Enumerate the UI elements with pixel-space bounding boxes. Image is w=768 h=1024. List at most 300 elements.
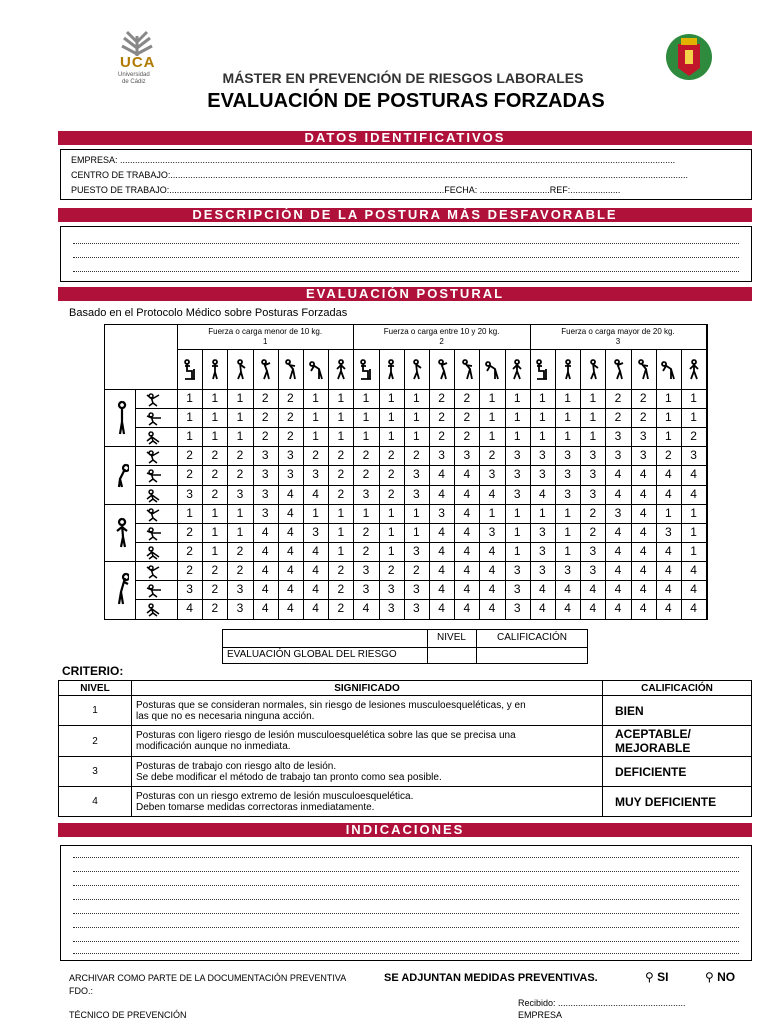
calificacion-header: CALIFICACIÓN [496,632,567,643]
matrix-cell: 1 [387,391,395,405]
matrix-cell: 1 [665,429,672,444]
matrix-cell: 4 [639,543,647,558]
fdo-label: FDO.: [69,986,93,996]
matrix-cell: 1 [337,429,345,444]
matrix-cell: 1 [564,524,571,539]
matrix-cell: 1 [211,391,219,405]
matrix-cell: 2 [287,391,294,405]
matrix-cell: 2 [261,391,269,405]
criterio-nivel: 1 [59,696,132,726]
arm-posture-icon [145,487,167,503]
si-label: SI [657,970,669,984]
criterio-significado [132,757,603,787]
page-title: EVALUACIÓN DE POSTURAS FORZADAS [207,90,605,112]
matrix-cell: 2 [690,429,697,444]
posture-figure-icon [687,357,701,381]
matrix-cell: 2 [438,391,445,405]
matrix-cell: 4 [261,543,269,558]
empresa-field[interactable]: EMPRESA: .............................................................................................................................................................................................................................. [71,155,676,165]
matrix-cell: 4 [690,467,697,482]
matrix-cell: 3 [438,448,445,463]
posture-figure-icon [233,357,247,381]
matrix-cell: 1 [312,505,319,520]
matrix-cell: 4 [261,601,269,616]
criterio-significado [132,726,603,757]
matrix-cell: 3 [287,467,294,482]
arm-posture-icon [145,525,167,541]
matrix-cell: 1 [186,410,193,425]
criterio-row [59,696,752,726]
puesto-field[interactable]: PUESTO DE TRABAJO:..............................................................................................................FECHA: ............................REF:.................... [71,185,621,195]
posture-figure-icon [258,357,272,381]
matrix-cell: 1 [564,429,571,444]
group-number: 2 [439,337,444,346]
matrix-cell: 3 [614,505,622,520]
matrix-cell: 2 [186,524,193,539]
master-subtitle: MÁSTER EN PREVENCIÓN DE RIESGOS LABORALES [222,70,584,86]
logo-sub-1: Universidad [118,72,150,78]
global-calificacion-input[interactable] [477,648,587,663]
matrix-cell: 3 [362,486,370,501]
criterio-row [59,787,752,817]
matrix-cell: 3 [589,448,597,463]
criterio-calificacion: DEFICIENTE [603,757,752,787]
nivel-header: NIVEL [437,632,466,643]
matrix-cell: 1 [539,391,546,405]
centro-label: CENTRO DE TRABAJO: [71,170,171,180]
matrix-cell: 3 [362,582,370,596]
posture-figure-icon [384,357,398,381]
matrix-cell: 4 [261,524,269,539]
significado-line: Posturas con un riesgo extremo de lesión musculoesquelética. [136,790,414,802]
matrix-cell: 4 [614,543,622,558]
matrix-cell: 2 [186,467,193,482]
matrix-cell: 2 [387,562,395,577]
matrix-cell: 4 [362,601,370,616]
posture-figure-icon [309,357,323,381]
matrix-cell: 4 [665,486,672,501]
matrix-cell: 3 [413,601,420,616]
matrix-cell: 2 [337,582,345,596]
matrix-cell: 1 [589,429,597,444]
section-datos: DATOS IDENTIFICATIVOS [58,131,752,145]
significado-line: Posturas con ligero riesgo de lesión musculoesquelética sobre las que se precisa una [136,730,516,741]
matrix-cell: 1 [387,543,395,558]
matrix-cell: 2 [589,524,597,539]
matrix-cell: 1 [362,410,370,425]
matrix-cell: 4 [690,582,697,596]
arm-posture-icon [145,391,167,407]
significado-line: Posturas de trabajo con riesgo alto de lesión. [136,760,337,772]
matrix-cell: 3 [513,601,521,616]
matrix-cell: 4 [614,467,622,482]
matrix-cell: 4 [287,524,294,539]
matrix-cell: 3 [312,467,319,482]
matrix-cell: 2 [639,391,647,405]
global-nivel-input[interactable] [428,648,476,663]
matrix-cell: 2 [387,448,395,463]
arm-posture-icon [145,467,167,483]
fecha-label: FECHA: [444,185,478,195]
matrix-cell: 2 [337,601,345,616]
back-posture-icon [115,398,129,438]
matrix-cell: 3 [488,524,496,539]
empresa-footer-label: EMPRESA [518,1010,563,1020]
matrix-cell: 4 [614,524,622,539]
matrix-cell: 4 [312,582,319,596]
matrix-cell: 4 [287,582,294,596]
matrix-cell: 2 [463,429,471,444]
posture-figure-icon [208,357,222,381]
matrix-cell: 1 [513,505,521,520]
posture-figure-icon [535,357,549,381]
matrix-cell: 4 [488,582,496,596]
criterio-significado [132,787,603,817]
si-option[interactable] [645,970,668,984]
arm-posture-icon [145,506,167,522]
matrix-cell: 4 [312,543,319,558]
matrix-cell: 4 [665,543,672,558]
matrix-cell: 2 [387,467,395,482]
matrix-cell: 3 [463,448,471,463]
matrix-cell: 4 [312,486,319,501]
matrix-cell: 2 [463,410,471,425]
criterio-header-significado: SIGNIFICADO [132,681,603,696]
matrix-cell: 4 [312,562,319,577]
global-label: EVALUACIÓN GLOBAL DEL RIESGO [227,649,397,660]
matrix-cell: 1 [387,429,395,444]
significado-line: Deben tomarse medidas correctoras inmediatamente. [136,801,375,813]
logo-text: UCA [120,54,156,71]
matrix-cell: 4 [438,601,445,616]
criterio-nivel: 2 [59,726,132,757]
matrix-cell: 3 [690,448,697,463]
matrix-cell: 1 [539,505,546,520]
matrix-cell: 2 [362,524,370,539]
matrix-cell: 2 [211,448,219,463]
matrix-cell: 4 [463,505,471,520]
matrix-cell: 4 [287,486,294,501]
criterio-header-row [59,681,752,696]
ref-label: REF: [549,185,571,195]
matrix-cell: 2 [186,543,193,558]
posture-figure-icon [409,357,423,381]
matrix-cell: 1 [690,524,697,539]
matrix-cell: 2 [488,448,496,463]
matrix-cell: 2 [236,467,244,482]
recibido-label: Recibido: [518,998,556,1008]
matrix-cell: 2 [589,505,597,520]
matrix-cell: 4 [463,524,471,539]
arm-posture-icon [145,582,167,598]
arm-posture-icon [145,448,167,464]
matrix-cell: 3 [236,486,244,501]
matrix-cell: 3 [261,505,269,520]
matrix-cell: 4 [438,486,445,501]
indicaciones-box[interactable] [60,845,752,961]
matrix-cell: 3 [539,543,546,558]
matrix-cell: 4 [438,562,445,577]
matrix-cell: 1 [690,543,697,558]
matrix-cell: 3 [413,582,420,596]
matrix-cell: 1 [513,410,521,425]
matrix-cell: 1 [413,429,420,444]
matrix-cell: 1 [312,410,319,425]
matrix-cell: 4 [639,562,647,577]
matrix-cell: 4 [690,562,697,577]
matrix-cell: 1 [236,391,244,405]
posture-figure-icon [460,357,474,381]
matrix-cell: 4 [564,582,571,596]
empresa-label: EMPRESA: [71,155,118,165]
posture-figure-icon [586,357,600,381]
matrix-cell: 4 [639,601,647,616]
matrix-cell: 4 [287,562,294,577]
criterio-table [58,680,752,817]
matrix-cell: 4 [639,505,647,520]
criterio-row [59,757,752,787]
matrix-cell: 2 [337,486,345,501]
matrix-cell: 1 [513,391,521,405]
global-box [222,629,588,664]
posture-figure-icon [283,357,297,381]
matrix-cell: 4 [614,601,622,616]
matrix-cell: 1 [211,410,219,425]
matrix-cell: 1 [564,505,571,520]
matrix-cell: 1 [413,505,420,520]
matrix-cell: 1 [236,410,244,425]
matrix-cell: 3 [513,486,521,501]
matrix-cell: 4 [639,582,647,596]
matrix-cell: 2 [287,429,294,444]
matrix-cell: 1 [337,524,345,539]
matrix-cell: 4 [589,601,597,616]
matrix-cell: 1 [564,543,571,558]
matrix-cell: 4 [287,601,294,616]
matrix-cell: 1 [413,410,420,425]
matrix-cell: 4 [463,467,471,482]
matrix-cell: 2 [639,410,647,425]
matrix-cell: 1 [488,410,496,425]
matrix-cell: 3 [513,467,521,482]
group-label: Fuerza o carga menor de 10 kg. [208,327,323,336]
matrix-cell: 4 [186,601,193,616]
criterio-row [59,726,752,757]
matrix-cell: 3 [413,467,420,482]
matrix-cell: 4 [261,562,269,577]
matrix-cell: 4 [463,601,471,616]
matrix-cell: 2 [413,448,420,463]
matrix-cell: 3 [261,448,269,463]
matrix-cell: 2 [211,582,219,596]
back-posture-icon [115,455,129,495]
matrix-cell: 3 [513,582,521,596]
posture-figure-icon [510,357,524,381]
matrix-cell: 4 [438,543,445,558]
matrix-cell: 4 [614,582,622,596]
matrix-cell: 1 [539,429,546,444]
section-indicaciones: INDICACIONES [58,823,752,837]
matrix-cell: 1 [387,410,395,425]
matrix-cell: 4 [539,486,546,501]
group-header [353,327,529,347]
matrix-cell: 1 [513,429,521,444]
matrix-cell: 2 [337,467,345,482]
matrix-cell: 2 [614,410,622,425]
matrix-cell: 1 [186,391,193,405]
no-option[interactable] [705,970,735,984]
recibido-field[interactable]: Recibido: ................................................... [518,998,686,1008]
matrix-cell: 4 [463,582,471,596]
posture-figure-icon [561,357,575,381]
matrix-cell: 1 [236,524,244,539]
matrix-cell: 4 [488,601,496,616]
matrix-cell: 1 [513,524,521,539]
matrix-cell: 4 [690,486,697,501]
matrix-cell: 4 [463,486,471,501]
matrix-cell: 2 [236,448,244,463]
archivar-text: ARCHIVAR COMO PARTE DE LA DOCUMENTACIÓN PREVENTIVA [69,973,347,983]
matrix-cell: 2 [413,562,420,577]
matrix-cell: 3 [186,486,193,501]
matrix-cell: 2 [337,448,345,463]
criterio-header-nivel: NIVEL [59,681,132,696]
criterio-significado [132,696,603,726]
matrix-cell: 2 [614,391,622,405]
matrix-cell: 1 [513,543,521,558]
matrix-cell: 2 [387,486,395,501]
arm-posture-icon [145,563,167,579]
matrix-cell: 4 [639,467,647,482]
matrix-cell: 1 [589,391,597,405]
descripcion-box[interactable] [60,226,752,282]
matrix-cell: 1 [362,505,370,520]
matrix-cell: 1 [387,524,395,539]
matrix-cell: 1 [690,410,697,425]
matrix-cell: 3 [261,486,269,501]
matrix-cell: 3 [236,582,244,596]
matrix-cell: 2 [211,467,219,482]
matrix-cell: 2 [261,429,269,444]
matrix-cell: 4 [287,543,294,558]
matrix-cell: 4 [665,467,672,482]
matrix-cell: 3 [564,562,571,577]
matrix-cell: 3 [639,429,647,444]
matrix-cell: 4 [589,582,597,596]
matrix-cell: 1 [362,391,370,405]
matrix-cell: 3 [564,467,571,482]
matrix-cell: 1 [211,524,219,539]
criterio-nivel: 4 [59,787,132,817]
criterio-title: CRITERIO: [62,664,124,678]
matrix-cell: 4 [539,582,546,596]
matrix-cell: 3 [236,601,244,616]
checkbox-icon[interactable]: ⚲ [645,970,654,984]
matrix-cell: 3 [362,562,370,577]
matrix-cell: 3 [614,429,622,444]
matrix-cell: 1 [211,505,219,520]
matrix-cell: 3 [539,524,546,539]
matrix-cell: 4 [438,524,445,539]
matrix-cell: 3 [665,524,672,539]
matrix-cell: 1 [186,429,193,444]
matrix-cell: 3 [564,486,571,501]
matrix-cell: 1 [337,410,345,425]
matrix-cell: 1 [337,391,345,405]
matrix-cell: 1 [337,505,345,520]
matrix-cell: 1 [564,410,571,425]
group-number: 3 [615,337,621,346]
matrix-cell: 2 [211,486,219,501]
matrix-cell: 1 [665,391,672,405]
criterio-nivel: 3 [59,757,132,787]
matrix-cell: 1 [211,429,219,444]
matrix-cell: 2 [438,410,445,425]
matrix-cell: 3 [261,467,269,482]
matrix-cell: 3 [513,448,521,463]
matrix-cell: 3 [287,448,294,463]
matrix-cell: 3 [539,562,546,577]
matrix-cell: 3 [413,543,420,558]
posture-figure-icon [183,357,197,381]
tecnico-label: TÉCNICO DE PREVENCIÓN [69,1010,187,1020]
arm-posture-icon [145,429,167,445]
matrix-cell: 4 [438,467,445,482]
matrix-cell: 2 [236,562,244,577]
significado-line: Posturas que se consideran normales, sin riesgo de lesiones musculoesqueléticas, y en [136,699,526,711]
matrix-cell: 3 [438,505,445,520]
matrix-cell: 3 [387,582,395,596]
matrix-cell: 3 [513,562,521,577]
matrix-cell: 4 [488,562,496,577]
matrix-cell: 4 [539,601,546,616]
puesto-label: PUESTO DE TRABAJO: [71,185,170,195]
group-label: Fuerza o carga entre 10 y 20 kg. [383,327,500,336]
significado-line: las que no es necesaria ninguna acción. [136,710,315,722]
group-header [177,327,353,347]
criterio-calificacion: BIEN [603,696,752,726]
matrix-cell: 4 [438,582,445,596]
basado-text: Basado en el Protocolo Médico sobre Posturas Forzadas [69,307,348,319]
matrix-cell: 1 [362,429,370,444]
matrix-cell: 3 [539,467,546,482]
matrix-cell: 1 [589,410,597,425]
matrix-cell: 1 [488,429,496,444]
matrix-cell: 2 [211,601,219,616]
matrix-cell: 2 [362,543,370,558]
posture-figure-icon [334,357,348,381]
matrix-cell: 1 [387,505,395,520]
matrix-cell: 2 [236,543,244,558]
centro-field[interactable]: CENTRO DE TRABAJO:............................................................................................................................................................................................................... [71,170,688,180]
matrix-cell: 1 [488,505,496,520]
matrix-cell: 3 [614,448,622,463]
section-descripcion: DESCRIPCIÓN DE LA POSTURA MÁS DESFAVORABLE [58,208,752,222]
matrix-cell: 1 [186,505,193,520]
matrix-cell: 1 [211,543,219,558]
matrix-cell: 1 [488,391,496,405]
matrix-cell: 2 [211,562,219,577]
checkbox-icon[interactable]: ⚲ [705,970,714,984]
section-evaluacion: EVALUACIÓN POSTURAL [58,287,752,301]
matrix-cell: 4 [665,582,672,596]
matrix-cell: 4 [488,486,496,501]
posture-figure-icon [435,357,449,381]
matrix-cell: 1 [539,410,546,425]
posture-figure-icon [359,357,373,381]
datos-box [60,149,752,200]
matrix-cell: 1 [236,429,244,444]
